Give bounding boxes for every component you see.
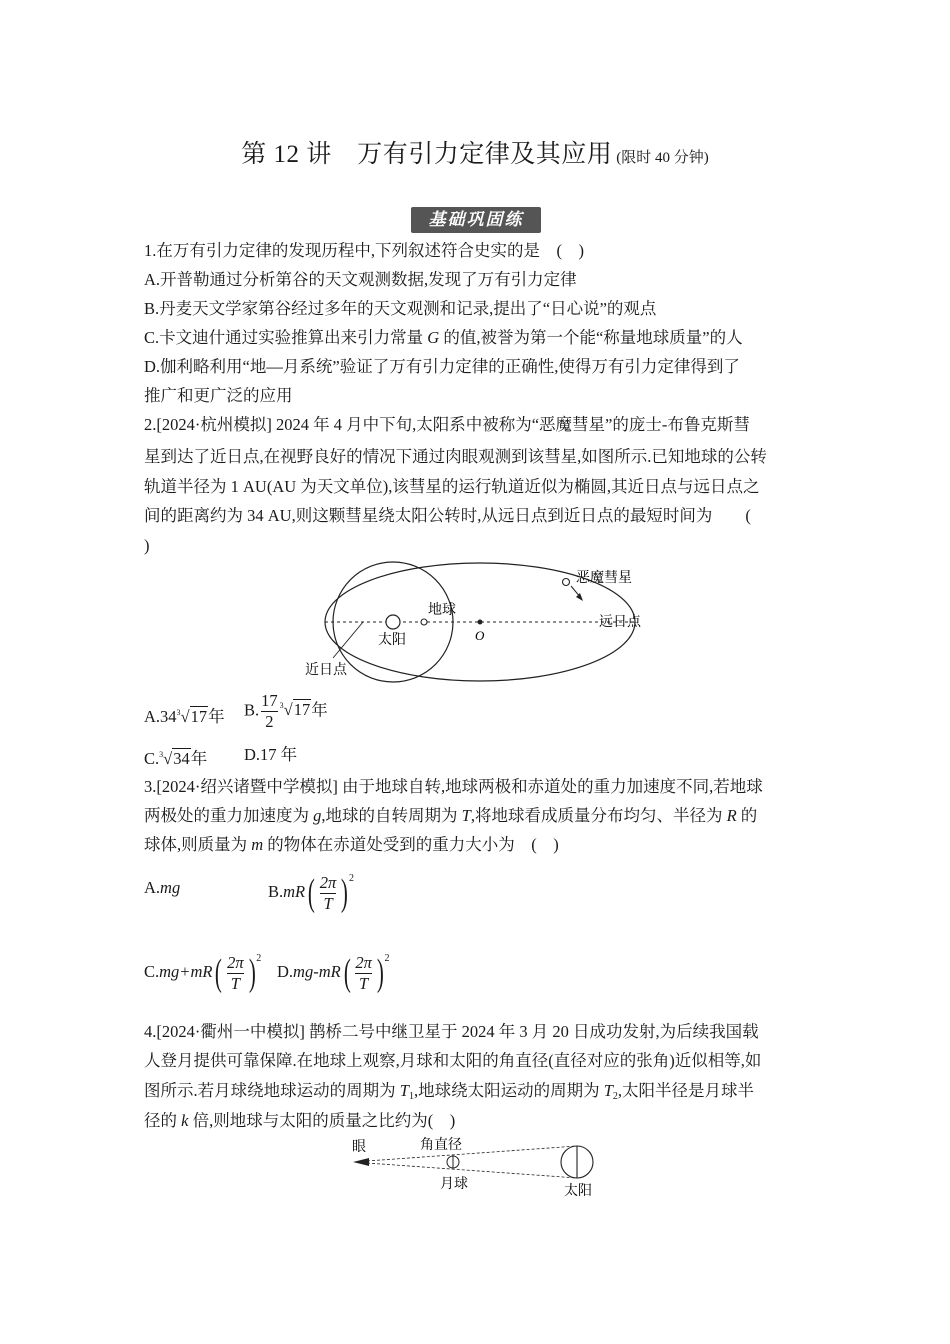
q3-option-a: A.mg bbox=[144, 878, 181, 897]
q3-line-2: 两极处的重力加速度为 g,地球的自转周期为 T,将地球看成质量分布均匀、半径为 R 的 bbox=[144, 806, 758, 825]
q2-option-b: B. $\frac{17}{2}$ $^3$√17年 bbox=[244, 691, 328, 731]
q4-line-4: 径的 k 倍,则地球与太阳的质量之比约为( ) bbox=[144, 1111, 456, 1130]
q3-line-3: 球体,则质量为 m 的物体在赤道处受到的重力大小为 ( ) bbox=[144, 835, 559, 854]
label-comet: 恶魔彗星 bbox=[576, 571, 632, 586]
time-limit: (限时 40 分钟) bbox=[616, 150, 709, 166]
q2-option-d: D.17 年 bbox=[244, 745, 298, 764]
comet-marker bbox=[563, 579, 570, 586]
label-eye: 眼 bbox=[352, 1140, 366, 1155]
label-perihelion: 近日点 bbox=[305, 663, 347, 678]
q2-line-1: 2.[2024·杭州模拟] 2024 年 4 月中下旬,太阳系中被称为“恶魔彗星”的庞士-布鲁克斯彗 bbox=[144, 415, 750, 434]
q2-line-3: 轨道半径为 1 AU(AU 为天文单位),该彗星的运行轨道近似为椭圆,其近日点与远日点之 bbox=[144, 477, 760, 496]
label-sun2: 太阳 bbox=[564, 1184, 592, 1199]
eye-marker bbox=[353, 1158, 369, 1166]
page-title bbox=[0, 134, 950, 170]
label-moon: 月球 bbox=[440, 1177, 468, 1192]
q4-line-1: 4.[2024·衢州一中模拟] 鹊桥二号中继卫星于 2024 年 3 月 20 日成功发射,为后续我国载 bbox=[144, 1022, 759, 1041]
section-badge: 基础巩固练 bbox=[411, 207, 541, 233]
comet-orbit-diagram bbox=[295, 558, 665, 688]
q4-line-2: 人登月提供可靠保障.在地球上观察,月球和太阳的角直径(直径对应的张角)近似相等,如 bbox=[144, 1051, 762, 1070]
q1-option-d: D.伽利略利用“地—月系统”验证了万有引力定律的正确性,使得万有引力定律得到了 bbox=[144, 357, 740, 376]
q1-option-b: B.丹麦天文学家第谷经过多年的天文观测和记录,提出了“日心说”的观点 bbox=[144, 299, 657, 318]
q2-option-a: $A.34^3√17$年 bbox=[144, 707, 225, 726]
q1-option-c: C.卡文迪什通过实验推算出来引力常量 G 的值,被誉为第一个能“称量地球质量”的人 bbox=[144, 328, 743, 347]
ray-bottom bbox=[367, 1163, 577, 1178]
label-angle: 角直径 bbox=[420, 1138, 462, 1153]
sun-marker bbox=[386, 615, 400, 629]
earth-marker bbox=[421, 619, 427, 625]
q1-option-d-cont: 推广和更广泛的应用 bbox=[144, 386, 293, 405]
q2-line-2: 星到达了近日点,在视野良好的情况下通过肉眼观测到该彗星,如图所示.已知地球的公转 bbox=[144, 447, 767, 466]
ray-top bbox=[367, 1146, 577, 1161]
label-center: O bbox=[475, 628, 485, 643]
q1-stem: 1.在万有引力定律的发现历程中,下列叙述符合史实的是 ( ) bbox=[144, 241, 584, 260]
label-aphelion: 远日点 bbox=[599, 615, 641, 630]
q1-option-a: A.开普勒通过分析第谷的天文观测数据,发现了万有引力定律 bbox=[144, 270, 577, 289]
q3-option-c: C.mg+mR( $\frac{2\pi}{T}$ )$^2$ bbox=[144, 952, 262, 995]
q4-line-3: 图所示.若月球绕地球运动的周期为 $T_1$,地球绕太阳运动的周期为 $T_2$,太阳半径是月球半 bbox=[144, 1081, 754, 1102]
q3-option-d: D.mg-mR( $\frac{2\pi}{T}$ )$^2$ bbox=[277, 952, 390, 995]
center-point bbox=[478, 620, 483, 625]
q2-line-4: 间的距离约为 34 AU,则这颗彗星绕太阳公转时,从远日点到近日点的最短时间为 ( bbox=[144, 506, 751, 525]
lecture-title: 第 12 讲 万有引力定律及其应用 bbox=[241, 141, 613, 168]
arrow-head bbox=[576, 593, 583, 601]
label-earth: 地球 bbox=[428, 603, 456, 618]
q2-option-c: C.$^3$√34年 bbox=[144, 749, 208, 768]
q3-line-1: 3.[2024·绍兴诸暨中学模拟] 由于地球自转,地球两极和赤道处的重力加速度不同,若地球 bbox=[144, 777, 763, 796]
label-sun: 太阳 bbox=[378, 633, 406, 648]
q3-option-b: B.mR( $\frac{2\pi}{T}$ )$^2$ bbox=[268, 872, 354, 915]
q2-line-5: ) bbox=[144, 536, 150, 555]
angular-diameter-diagram bbox=[345, 1132, 610, 1204]
